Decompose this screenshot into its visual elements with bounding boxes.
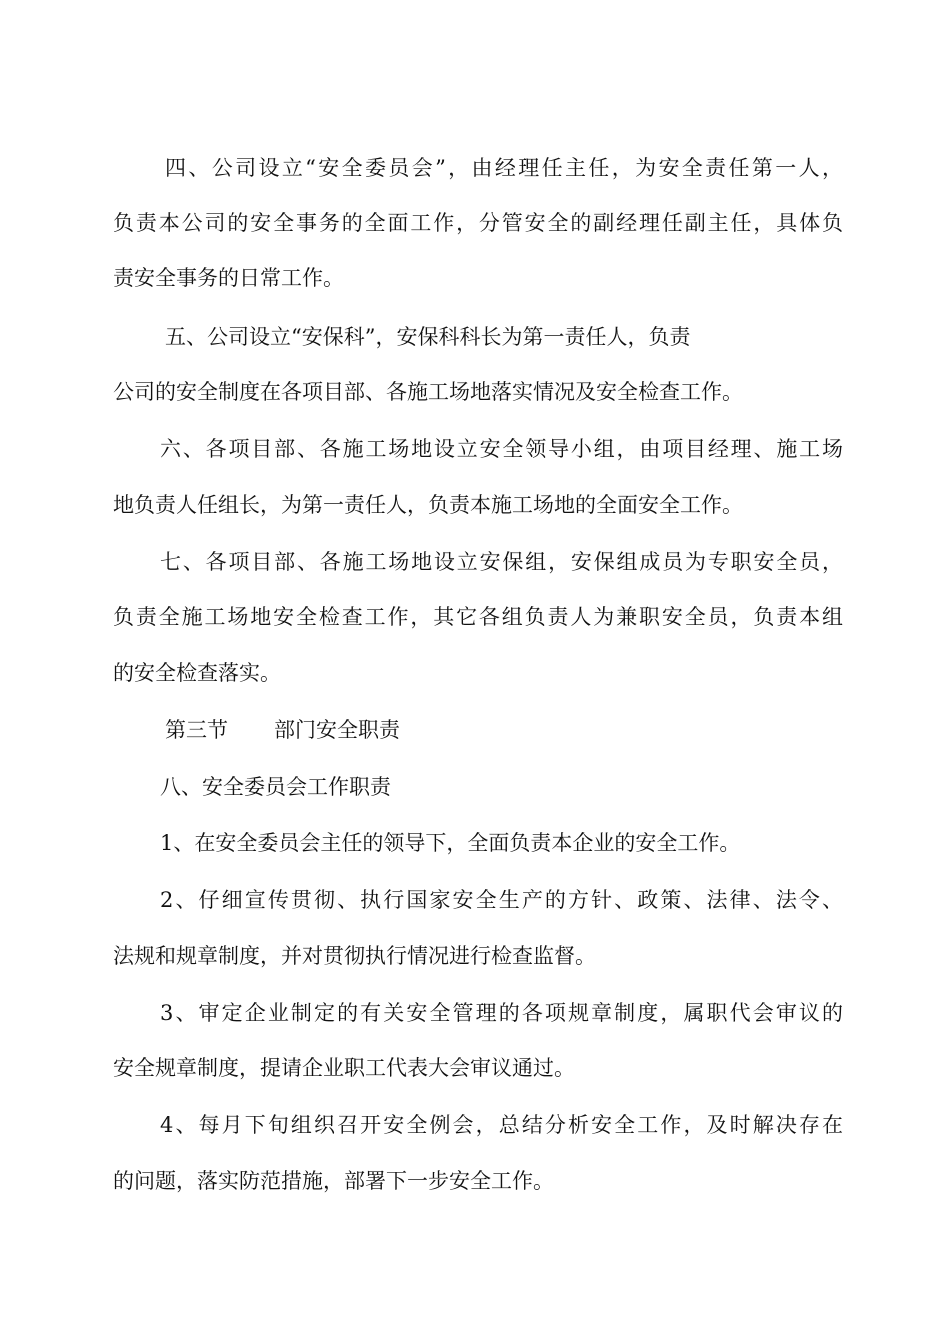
paragraph-7-line-1: 七、各项目部、各施工场地设立安保组，安保组成员为专职安全员， — [160, 550, 843, 574]
item-2-line-2: 法规和规章制度，并对贯彻执行情况进行检查监督。 — [113, 944, 596, 968]
paragraph-5-line-1: 五、公司设立“安保科”，安保科科长为第一责任人，负责 — [165, 325, 691, 349]
paragraph-4-line-1: 四、公司设立“安全委员会”，由经理任主任，为安全责任第一人， — [165, 156, 843, 180]
paragraph-5-line-2: 公司的安全制度在各项目部、各施工场地落实情况及安全检查工作。 — [113, 380, 743, 404]
paragraph-7-line-3: 的安全检查落实。 — [113, 661, 281, 685]
paragraph-6-line-2: 地负责人任组长，为第一责任人，负责本施工场地的全面安全工作。 — [113, 493, 743, 517]
paragraph-6-line-1: 六、各项目部、各施工场地设立安全领导小组，由项目经理、施工场 — [160, 437, 843, 461]
paragraph-4-line-2: 负责本公司的安全事务的全面工作，分管安全的副经理任副主任，具体负 — [113, 211, 843, 235]
section-number: 第三节 — [165, 718, 228, 742]
item-3-line-2: 安全规章制度，提请企业职工代表大会审议通过。 — [113, 1056, 575, 1080]
paragraph-4-line-3: 责安全事务的日常工作。 — [113, 266, 344, 290]
paragraph-8-heading: 八、安全委员会工作职责 — [160, 775, 391, 799]
section-title: 部门安全职责 — [274, 718, 400, 742]
paragraph-7-line-2: 负责全施工场地安全检查工作，其它各组负责人为兼职安全员，负责本组 — [113, 605, 843, 629]
item-3-line-1: 3、审定企业制定的有关安全管理的各项规章制度，属职代会审议的 — [160, 1001, 843, 1025]
item-4-line-1: 4、每月下旬组织召开安全例会，总结分析安全工作，及时解决存在 — [160, 1113, 843, 1137]
item-4-line-2: 的问题，落实防范措施，部署下一步安全工作。 — [113, 1169, 554, 1193]
item-2-line-1: 2、仔细宣传贯彻、执行国家安全生产的方针、政策、法律、法令、 — [160, 888, 843, 912]
section-heading — [165, 715, 843, 745]
item-1-line-1: 1、在安全委员会主任的领导下，全面负责本企业的安全工作。 — [160, 831, 741, 855]
